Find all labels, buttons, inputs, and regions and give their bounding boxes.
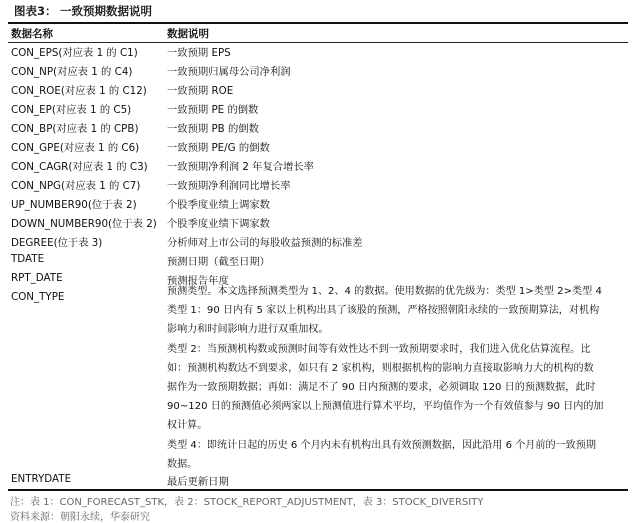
field-description: 一致预期 PB 的倒数 <box>167 123 259 135</box>
description-line: 预测类型。本文选择预测类型为 1、2、4 的数据。使用数据的优先级为：类型 1>类型 2>类型 4 <box>167 286 602 297</box>
table-note: 注：表 1：CON_FORECAST_STK，表 2：STOCK_REPORT_ADJUSTMENT，表 3：STOCK_DIVERSITY <box>10 497 484 508</box>
field-name: CON_EPS(对应表 1 的 C1) <box>11 47 138 59</box>
field-name: CON_BP(对应表 1 的 CPB) <box>11 123 139 135</box>
table-row <box>8 80 628 99</box>
field-description: 一致预期 EPS <box>167 47 231 59</box>
description-line: 类型 1：90 日内有 5 家以上机构出具了该股的预测，严格按照朝阳永续的一致预期算法，对机构 <box>167 305 600 317</box>
table-row <box>8 156 628 175</box>
field-name: CON_TYPE <box>11 291 65 303</box>
description-line: 90~120 日的预测值必须两家以上预测值进行算术平均，平均值作为一个有效值参与 90 日内的加 <box>167 401 604 413</box>
field-description: 预测报告年度 <box>167 275 229 287</box>
field-description: 预测日期（截至日期） <box>167 256 270 268</box>
table-row <box>8 232 628 251</box>
source-note: 资料来源：朝阳永续，华泰研究 <box>10 512 150 523</box>
figure-label: 图表3： <box>14 4 57 18</box>
field-description: 一致预期 PE 的倒数 <box>167 104 259 116</box>
description-line: 类型 4：即统计日起的历史 6 个月内未有机构出具有效预测数据，因此沿用 6 个月前的一致预期 <box>167 439 596 451</box>
table-row <box>8 137 628 156</box>
field-name: CON_NP(对应表 1 的 C4) <box>11 66 133 78</box>
field-name: CON_CAGR(对应表 1 的 C3) <box>11 161 148 173</box>
figure-title: 一致预期数据说明 <box>60 4 152 18</box>
description-line: 如：预测机构数达不到要求，如只有 2 家机构，则根据机构的影响力直接取影响力大的机构的数 <box>167 362 594 374</box>
description-line: 影响力和时间影响力进行双重加权。 <box>167 324 329 336</box>
table-row <box>8 175 628 194</box>
field-description: 分析师对上市公司的每股收益预测的标准差 <box>167 237 363 249</box>
description-line: 类型 2：当预测机构数或预测时间等有效性达不到一致预期要求时，我们进入优化估算流程。比 <box>167 343 591 355</box>
field-description: 最后更新日期 <box>167 476 229 488</box>
table-row <box>8 118 628 137</box>
field-name: RPT_DATE <box>11 272 63 284</box>
field-name: DOWN_NUMBER90(位于表 2) <box>11 218 157 230</box>
field-name: CON_NPG(对应表 1 的 C7) <box>11 180 141 192</box>
field-name: CON_GPE(对应表 1 的 C6) <box>11 142 140 154</box>
table-row <box>8 251 628 270</box>
field-description: 个股季度业绩上调家数 <box>167 199 270 211</box>
table-row <box>8 213 628 232</box>
field-description: 一致预期净利润 2 年复合增长率 <box>167 161 314 173</box>
table-row <box>8 42 628 61</box>
table-row <box>8 61 628 80</box>
table-row <box>8 194 628 213</box>
field-name: DEGREE(位于表 3) <box>11 237 103 249</box>
header-data-desc: 数据说明 <box>167 28 209 40</box>
field-name: UP_NUMBER90(位于表 2) <box>11 199 137 211</box>
field-description: 一致预期 ROE <box>167 85 234 97</box>
field-description: 个股季度业绩下调家数 <box>167 218 270 230</box>
field-description: 一致预期归属母公司净利润 <box>167 66 291 78</box>
field-description: 一致预期 PE/G 的倒数 <box>167 142 270 154</box>
field-name: TDATE <box>11 253 45 265</box>
description-line: 权计算。 <box>167 420 208 432</box>
field-name: CON_EP(对应表 1 的 C5) <box>11 104 132 116</box>
field-description: 一致预期净利润同比增长率 <box>167 180 291 192</box>
header-data-name: 数据名称 <box>11 28 53 40</box>
description-line: 数据。 <box>167 458 198 470</box>
table-row <box>8 99 628 118</box>
field-name: CON_ROE(对应表 1 的 C12) <box>11 85 147 97</box>
con-type-description <box>167 282 629 474</box>
description-line: 据作为一致预期数据；再如：满足不了 90 日内预测的要求，必须调取 120 日的预测数据，此时 <box>167 382 596 394</box>
table-header <box>8 24 628 43</box>
figure-title-bar <box>8 0 628 24</box>
field-name: ENTRYDATE <box>11 473 72 485</box>
table-row-entrydate <box>8 471 628 491</box>
